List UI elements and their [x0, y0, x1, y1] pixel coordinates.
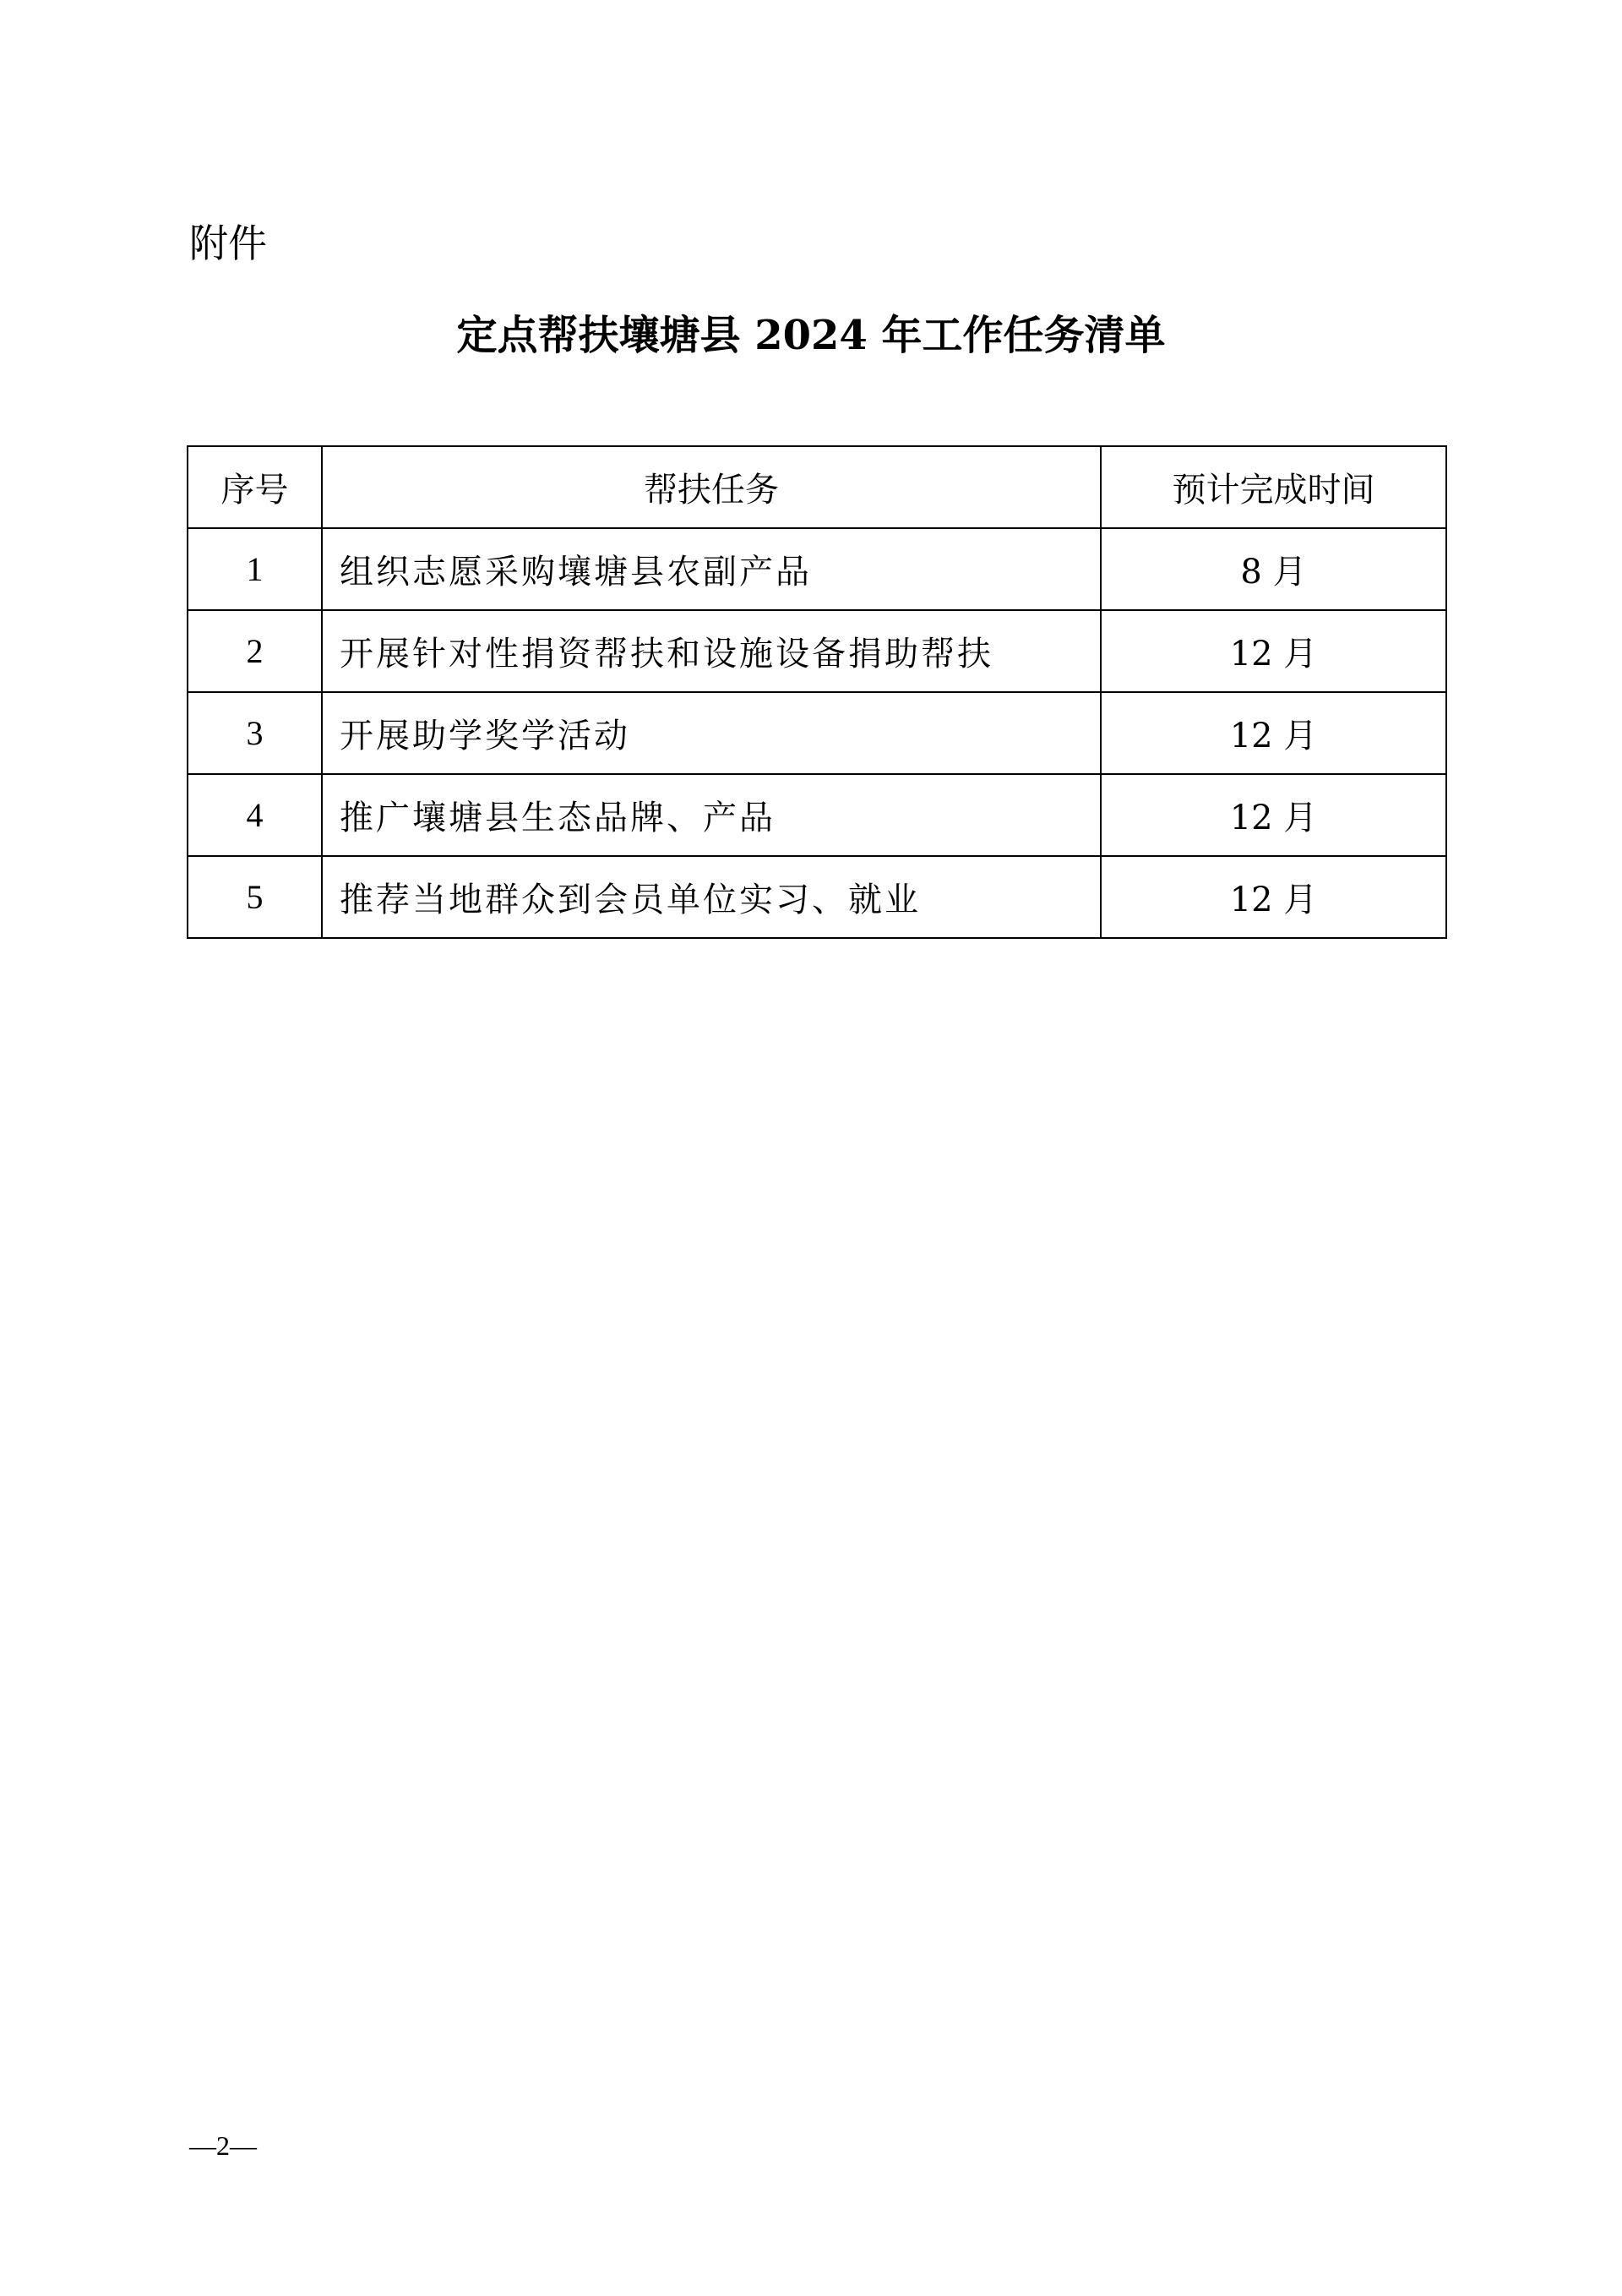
row-task: 推荐当地群众到会员单位实习、就业	[322, 856, 1101, 938]
row-task: 开展助学奖学活动	[322, 692, 1101, 774]
row-serial-number: 2	[188, 610, 322, 692]
task-table	[187, 445, 1447, 939]
row-serial-number: 3	[188, 692, 322, 774]
header-serial-number: 序号	[188, 446, 322, 528]
row-completion-time: 12 月	[1101, 856, 1446, 938]
row-completion-time: 12 月	[1101, 692, 1446, 774]
row-completion-time: 12 月	[1101, 610, 1446, 692]
document-title: 定点帮扶壤塘县 2024 年工作任务清单	[456, 312, 1166, 359]
table-row	[188, 856, 1446, 938]
table-row	[188, 528, 1446, 610]
row-completion-time: 12 月	[1101, 774, 1446, 856]
row-serial-number: 5	[188, 856, 322, 938]
table-row	[188, 692, 1446, 774]
row-serial-number: 4	[188, 774, 322, 856]
table-row	[188, 774, 1446, 856]
row-task: 组织志愿采购壤塘县农副产品	[322, 528, 1101, 610]
header-completion-time: 预计完成时间	[1101, 446, 1446, 528]
row-completion-time: 8 月	[1101, 528, 1446, 610]
page-number: —2—	[189, 2130, 257, 2161]
row-task: 开展针对性捐资帮扶和设施设备捐助帮扶	[322, 610, 1101, 692]
attachment-label: 附件	[189, 221, 267, 266]
row-task: 推广壤塘县生态品牌、产品	[322, 774, 1101, 856]
table-header-row	[188, 446, 1446, 528]
header-task: 帮扶任务	[322, 446, 1101, 528]
row-serial-number: 1	[188, 528, 322, 610]
table-row	[188, 610, 1446, 692]
